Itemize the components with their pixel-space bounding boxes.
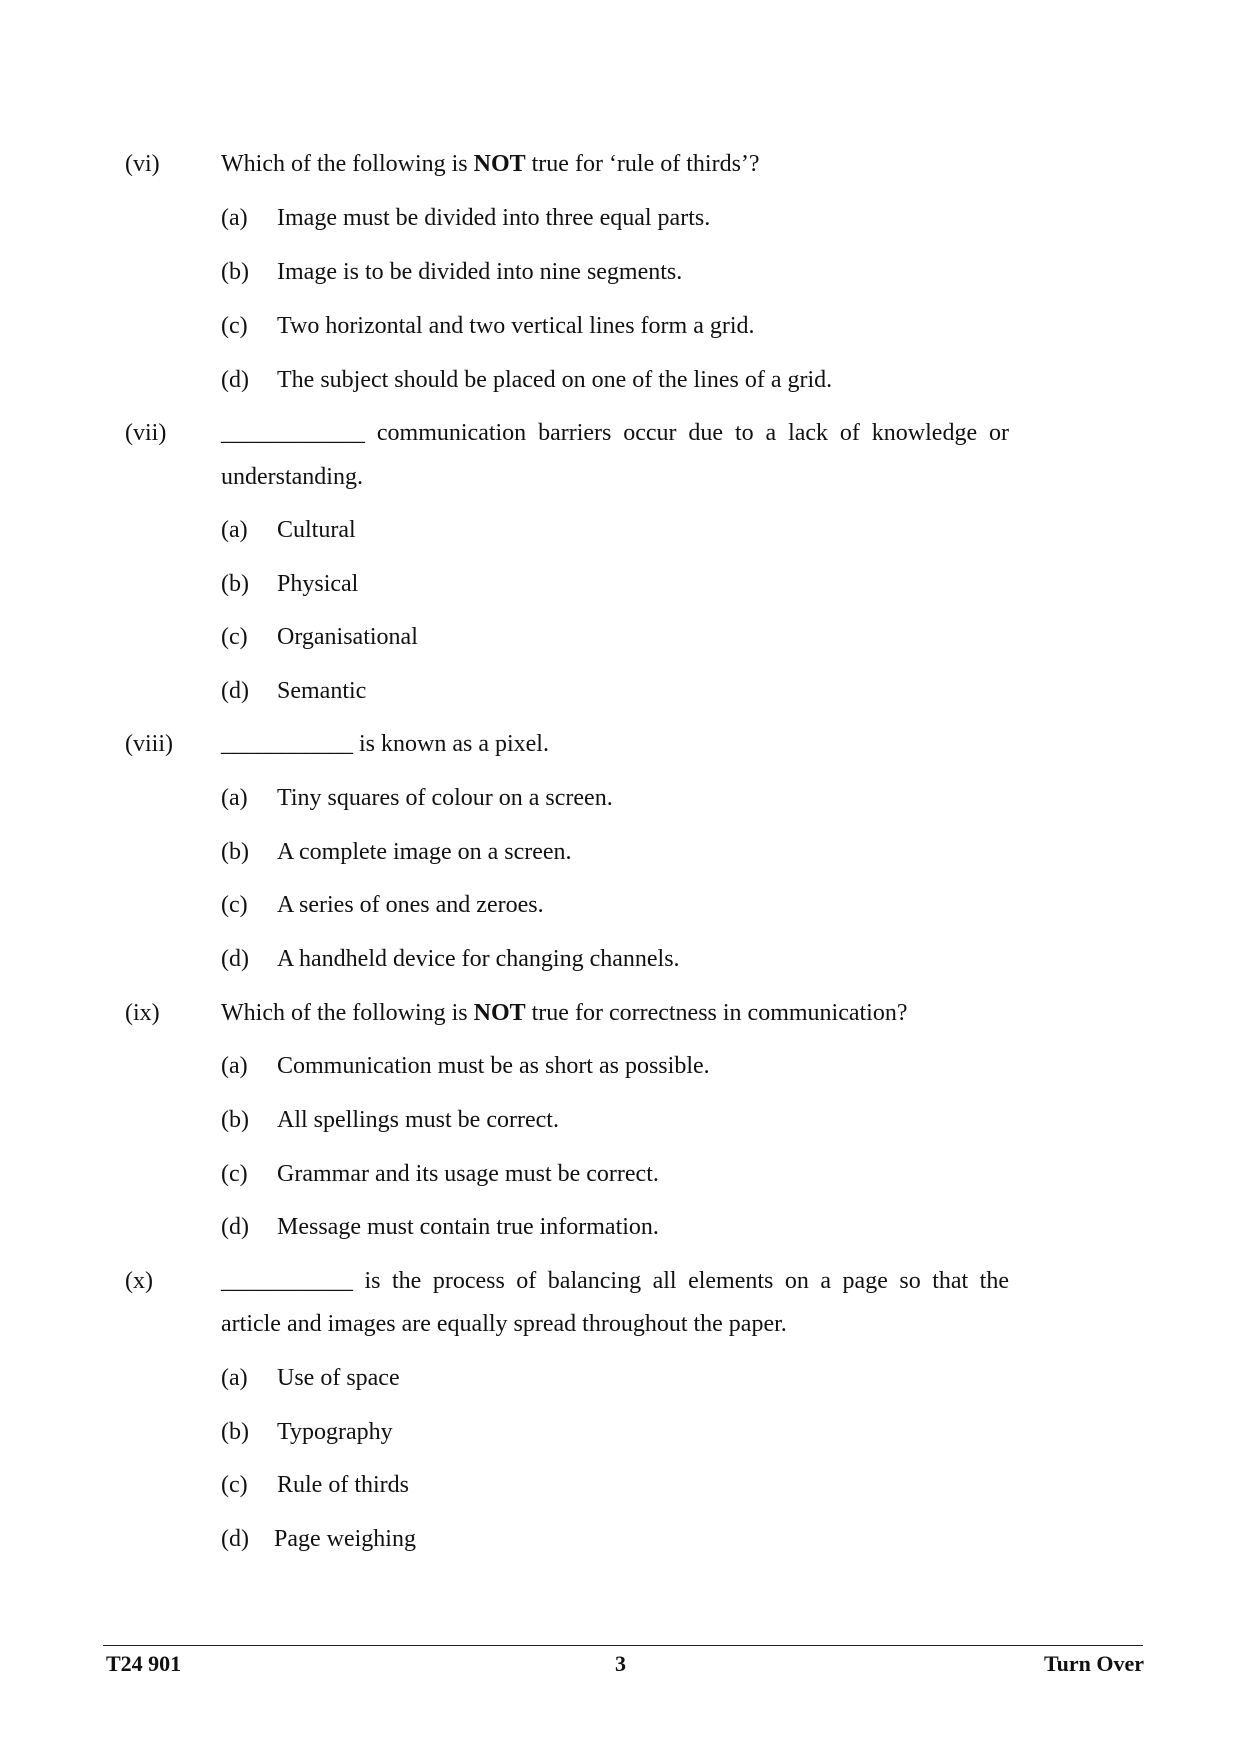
question-text: ____________ communication barriers occur due to a lack of knowledge or <box>221 420 1009 446</box>
question-text: ___________ is the process of balancing all elements on a page so that the <box>221 1268 1009 1294</box>
emphasis-not: NOT <box>473 151 526 177</box>
option-text: A handheld device for changing channels. <box>277 946 680 972</box>
option-text: Organisational <box>277 624 418 650</box>
question-text: Which of the following is NOT true for ‘rule of thirds’? <box>221 151 760 177</box>
option-letter: (d) <box>221 1526 249 1552</box>
option-letter: (b) <box>221 571 249 597</box>
option-text: Image must be divided into three equal parts. <box>277 205 711 231</box>
option-text: All spellings must be correct. <box>277 1107 559 1133</box>
option-letter: (c) <box>221 624 248 650</box>
option-letter: (d) <box>221 946 249 972</box>
option-text: Semantic <box>277 678 367 704</box>
option-letter: (a) <box>221 1365 248 1391</box>
option-letter: (d) <box>221 678 249 704</box>
option-letter: (c) <box>221 313 248 339</box>
option-letter: (a) <box>221 517 248 543</box>
option-text: Tiny squares of colour on a screen. <box>277 785 613 811</box>
option-letter: (a) <box>221 1053 248 1079</box>
footer-divider <box>103 1645 1143 1646</box>
option-letter: (b) <box>221 259 249 285</box>
option-letter: (c) <box>221 892 248 918</box>
option-text: Typography <box>277 1419 393 1445</box>
option-letter: (b) <box>221 1107 249 1133</box>
question-text-continued: understanding. <box>221 464 363 490</box>
option-letter: (a) <box>221 205 248 231</box>
option-letter: (d) <box>221 367 249 393</box>
option-letter: (d) <box>221 1214 249 1240</box>
option-text: Page weighing <box>274 1526 416 1552</box>
emphasis-not: NOT <box>473 1000 526 1026</box>
option-letter: (c) <box>221 1161 248 1187</box>
option-letter: (c) <box>221 1472 248 1498</box>
turn-over-label: Turn Over <box>1043 1651 1144 1676</box>
question-text: Which of the following is NOT true for correctness in communication? <box>221 1000 908 1026</box>
option-text: Image is to be divided into nine segments. <box>277 259 683 285</box>
option-text: A series of ones and zeroes. <box>277 892 544 918</box>
question-number: (vii) <box>125 420 167 446</box>
option-text: A complete image on a screen. <box>277 839 572 865</box>
option-letter: (b) <box>221 1419 249 1445</box>
question-number: (viii) <box>125 731 173 757</box>
question-number: (x) <box>125 1268 153 1294</box>
option-text: Use of space <box>277 1365 400 1391</box>
option-text: Cultural <box>277 517 356 543</box>
question-text: ___________ is known as a pixel. <box>221 731 549 757</box>
option-text: Message must contain true information. <box>277 1214 659 1240</box>
paper-code: T24 901 <box>106 1651 182 1676</box>
option-text: Grammar and its usage must be correct. <box>277 1161 659 1187</box>
option-text: The subject should be placed on one of the lines of a grid. <box>277 367 833 393</box>
page-number: 3 <box>615 1651 626 1676</box>
question-number: (ix) <box>125 1000 160 1026</box>
option-text: Communication must be as short as possible. <box>277 1053 710 1079</box>
question-text-continued: article and images are equally spread throughout the paper. <box>221 1311 787 1337</box>
option-text: Rule of thirds <box>277 1472 409 1498</box>
option-text: Physical <box>277 571 359 597</box>
option-letter: (a) <box>221 785 248 811</box>
question-number: (vi) <box>125 151 160 177</box>
option-letter: (b) <box>221 839 249 865</box>
option-text: Two horizontal and two vertical lines form a grid. <box>277 313 755 339</box>
